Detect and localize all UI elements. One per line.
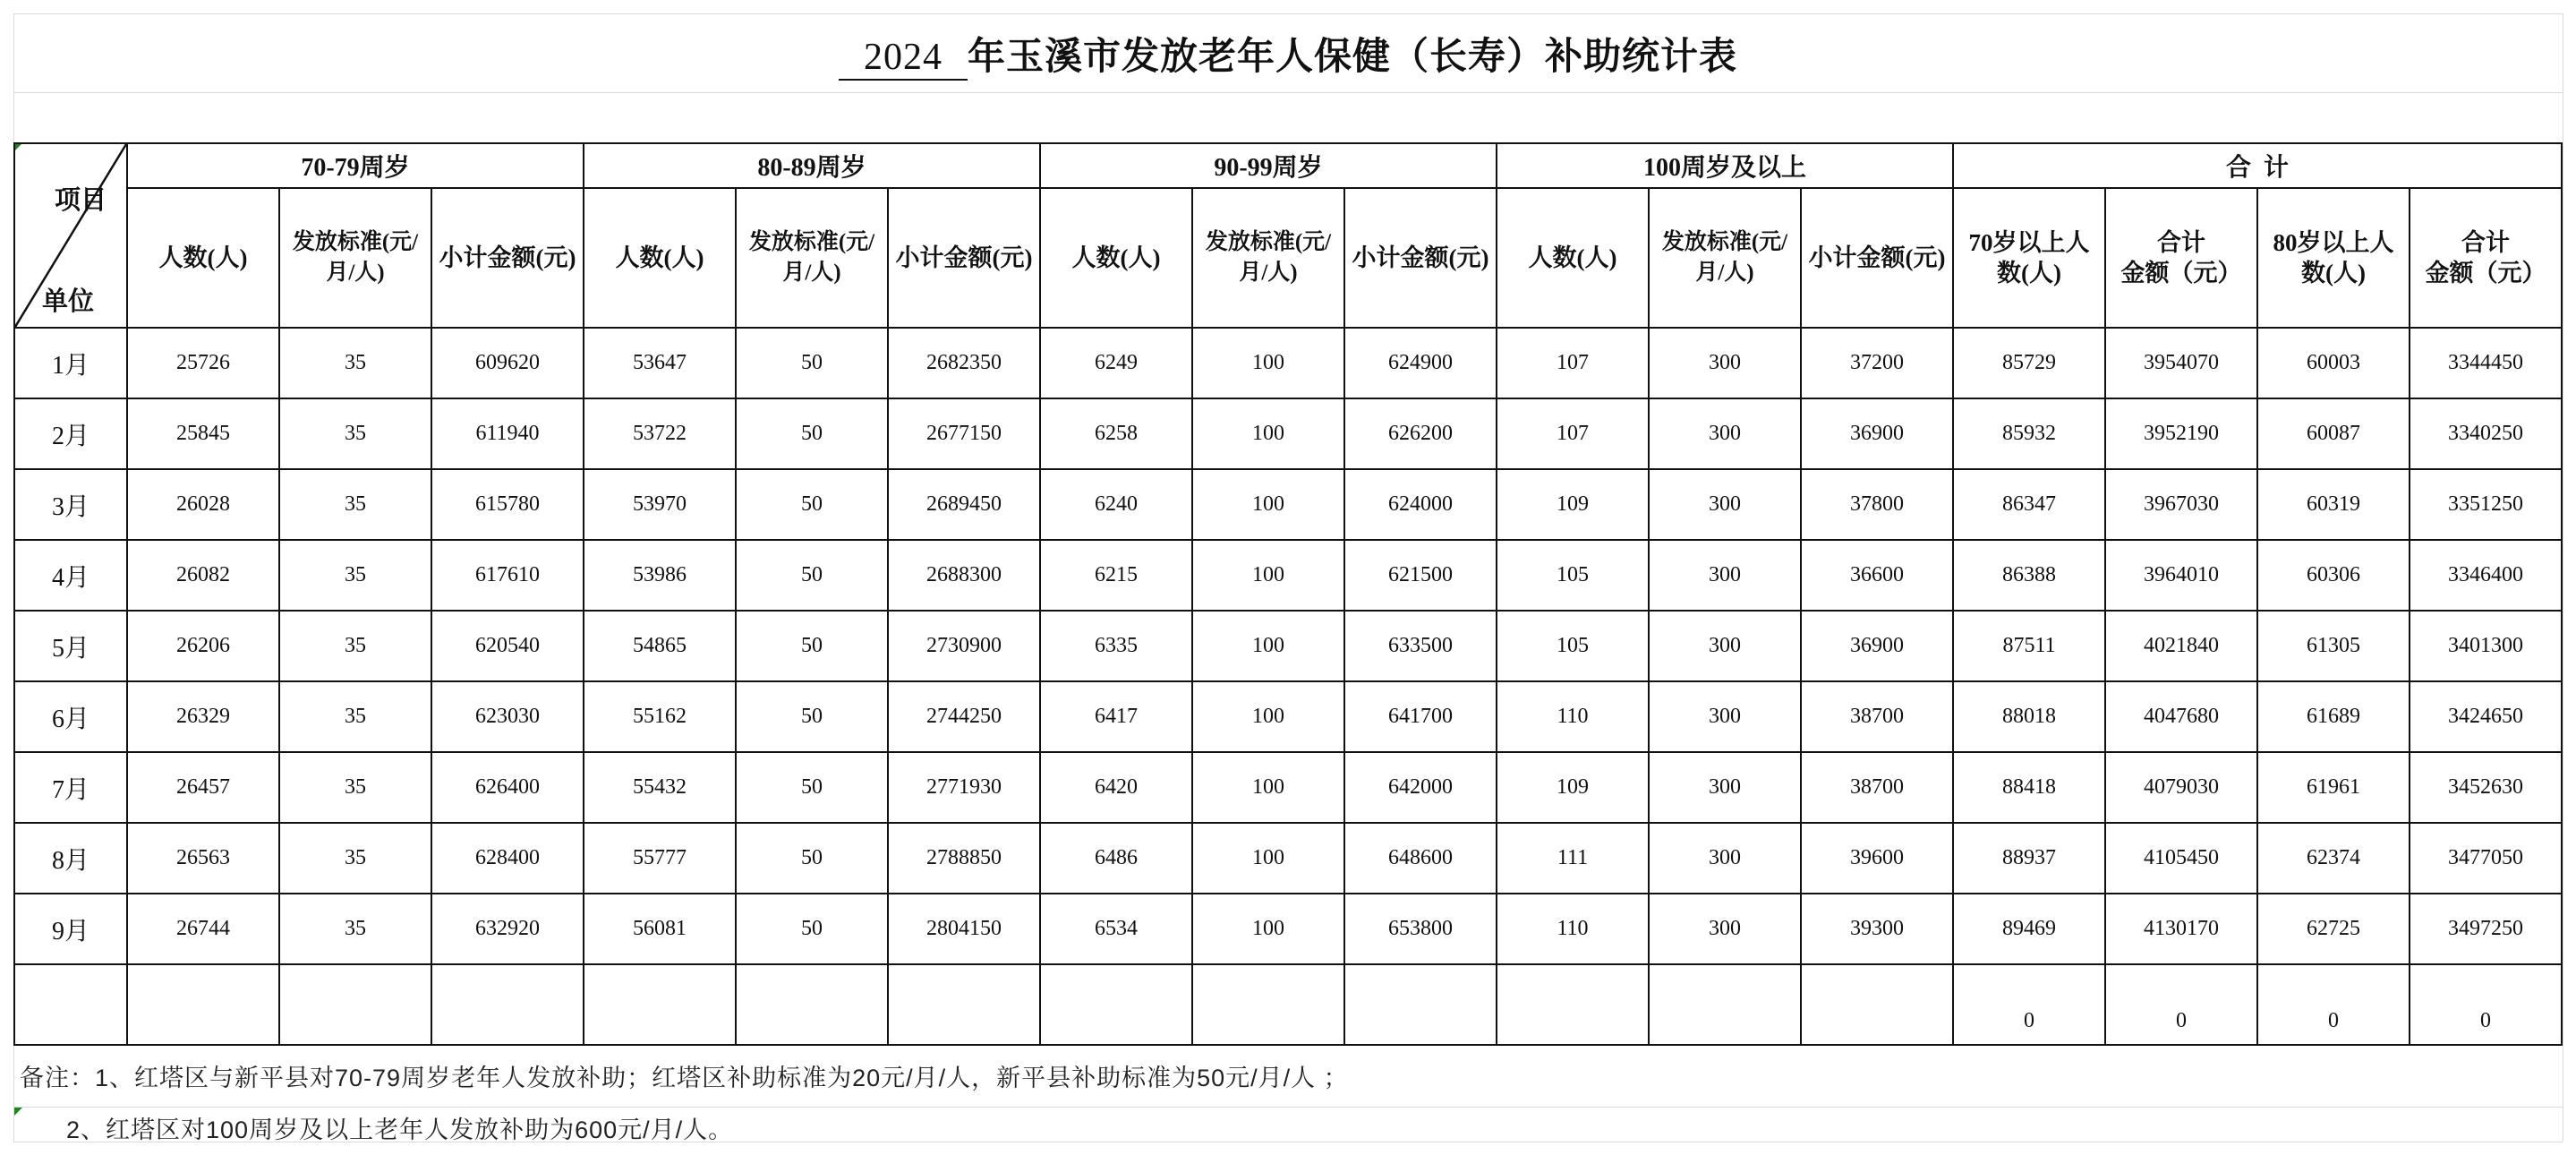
cell-total-80plus-amount[interactable]: 3424650 [2410,681,2562,752]
cell-count-70-79[interactable]: 26082 [127,540,279,611]
grid-line [13,13,2563,14]
cell-total-70plus-count[interactable]: 88418 [1953,752,2105,823]
cell-count-80-89[interactable]: 53722 [584,398,736,469]
table-row [14,540,2562,611]
cell-total-70plus-count[interactable]: 89469 [1953,894,2105,964]
group-header-80-89[interactable]: 80-89周岁 [584,143,1040,188]
row-header-month[interactable]: 9月 [14,894,127,964]
cell-standard-90-99[interactable]: 100 [1192,611,1344,681]
grid-line [13,1107,2563,1108]
row-header-month[interactable]: 4月 [14,540,127,611]
cell-subtotal-100-plus[interactable]: 36900 [1801,398,1953,469]
cell-total-80plus-amount[interactable]: 3340250 [2410,398,2562,469]
cell-standard-90-99[interactable]: 100 [1192,894,1344,964]
cell-count-90-99[interactable]: 6240 [1040,469,1192,540]
col-header-standard[interactable] [736,188,888,328]
cell-standard-80-89[interactable]: 50 [736,540,888,611]
table-cell-empty[interactable] [888,964,1040,1045]
cell-standard-70-79[interactable]: 35 [279,681,431,752]
cell-total-70plus-count[interactable]: 86347 [1953,469,2105,540]
cell-standard-90-99[interactable]: 100 [1192,328,1344,398]
cell-subtotal-70-79[interactable]: 626400 [431,752,584,823]
corner-label-item: 项目 [54,186,107,215]
cell-count-100-plus[interactable]: 109 [1497,752,1649,823]
cell-subtotal-70-79[interactable]: 611940 [431,398,584,469]
cell-total-70plus-amount[interactable]: 3952190 [2105,398,2257,469]
cell-subtotal-80-89[interactable]: 2788850 [888,823,1040,894]
cell-count-90-99[interactable]: 6249 [1040,328,1192,398]
row-header-month[interactable]: 3月 [14,469,127,540]
col-header-70plus-amount[interactable] [2105,188,2257,328]
cell-standard-80-89[interactable]: 50 [736,752,888,823]
cell-count-80-89[interactable]: 56081 [584,894,736,964]
table-row [14,752,2562,823]
std-line2: 月/人) [1695,261,1754,285]
cell-count-100-plus[interactable]: 105 [1497,540,1649,611]
col-header-standard[interactable] [1649,188,1801,328]
total-70plus-amount[interactable]: 0 [2105,964,2257,1045]
cell-total-70plus-amount[interactable]: 4079030 [2105,752,2257,823]
cell-total-70plus-amount[interactable]: 4047680 [2105,681,2257,752]
std-line2: 月/人) [1239,261,1298,285]
cell-standard-100-plus[interactable]: 300 [1649,681,1801,752]
std-line1: 发放标准(元/ [1205,230,1332,254]
cell-subtotal-100-plus[interactable]: 37200 [1801,328,1953,398]
cell-total-80plus-amount[interactable]: 3477050 [2410,823,2562,894]
table-cell-empty[interactable] [736,964,888,1045]
cell-total-70plus-count[interactable]: 85932 [1953,398,2105,469]
cell-subtotal-90-99[interactable]: 624000 [1344,469,1497,540]
cell-subtotal-70-79[interactable]: 632920 [431,894,584,964]
cell-standard-80-89[interactable]: 50 [736,823,888,894]
cell-comment-marker [14,1108,22,1116]
cell-subtotal-100-plus[interactable]: 36600 [1801,540,1953,611]
cell-count-80-89[interactable]: 55162 [584,681,736,752]
col-header-80plus-count[interactable] [2257,188,2410,328]
hdr-line1: 合计 [2157,229,2206,256]
cell-total-80plus-count[interactable]: 60319 [2257,469,2410,540]
cell-subtotal-70-79[interactable]: 623030 [431,681,584,752]
cell-count-100-plus[interactable]: 110 [1497,894,1649,964]
cell-count-90-99[interactable]: 6534 [1040,894,1192,964]
row-header-month[interactable]: 7月 [14,752,127,823]
cell-standard-100-plus[interactable]: 300 [1649,894,1801,964]
cell-subtotal-90-99[interactable]: 642000 [1344,752,1497,823]
group-header-90-99[interactable]: 90-99周岁 [1040,143,1497,188]
cell-subtotal-100-plus[interactable]: 37800 [1801,469,1953,540]
totals-body [14,964,2562,1045]
title-year: 2024 [839,36,968,81]
cell-total-80plus-count[interactable]: 62374 [2257,823,2410,894]
cell-subtotal-100-plus[interactable]: 39300 [1801,894,1953,964]
cell-total-80plus-amount[interactable]: 3344450 [2410,328,2562,398]
cell-count-100-plus[interactable]: 107 [1497,398,1649,469]
cell-count-100-plus[interactable]: 111 [1497,823,1649,894]
cell-count-80-89[interactable]: 53970 [584,469,736,540]
title-text: 年玉溪市发放老年人保健（长寿）补助统计表 [967,37,1737,78]
std-line1: 发放标准(元/ [1661,230,1788,254]
cell-total-70plus-count[interactable]: 88018 [1953,681,2105,752]
cell-total-70plus-count[interactable]: 85729 [1953,328,2105,398]
hdr-line2: 数(人) [2301,260,2367,287]
cell-total-80plus-count[interactable]: 61689 [2257,681,2410,752]
cell-subtotal-90-99[interactable]: 648600 [1344,823,1497,894]
cell-standard-90-99[interactable]: 100 [1192,681,1344,752]
cell-count-100-plus[interactable]: 110 [1497,681,1649,752]
cell-standard-70-79[interactable]: 35 [279,540,431,611]
cell-total-70plus-amount[interactable]: 3964010 [2105,540,2257,611]
table-cell-empty[interactable] [584,964,736,1045]
hdr-line2: 金额（元） [2425,260,2546,287]
cell-standard-100-plus[interactable]: 300 [1649,611,1801,681]
remark-line-2: 2、红塔区对100周岁及以上老年人发放补助为600元/月/人。 [66,1116,734,1143]
cell-standard-100-plus[interactable]: 300 [1649,823,1801,894]
cell-standard-70-79[interactable]: 35 [279,398,431,469]
cell-count-70-79[interactable]: 26028 [127,469,279,540]
cell-subtotal-100-plus[interactable]: 38700 [1801,752,1953,823]
cell-subtotal-80-89[interactable]: 2744250 [888,681,1040,752]
cell-subtotal-70-79[interactable]: 628400 [431,823,584,894]
cell-subtotal-80-89[interactable]: 2677150 [888,398,1040,469]
cell-total-70plus-count[interactable]: 88937 [1953,823,2105,894]
col-header-subtotal[interactable]: 小计金额(元) [1344,188,1497,328]
cell-subtotal-100-plus[interactable]: 36900 [1801,611,1953,681]
grid-line [13,92,2563,93]
cell-standard-80-89[interactable]: 50 [736,469,888,540]
table-cell-empty[interactable] [279,964,431,1045]
cell-total-80plus-count[interactable]: 61961 [2257,752,2410,823]
std-line2: 月/人) [782,261,841,285]
cell-count-90-99[interactable]: 6335 [1040,611,1192,681]
std-line2: 月/人) [326,261,385,285]
cell-count-70-79[interactable]: 26563 [127,823,279,894]
cell-subtotal-90-99[interactable]: 633500 [1344,611,1497,681]
hdr-line1: 80岁以上人 [2273,229,2394,256]
remark-line-1: 备注：1、红塔区与新平县对70-79周岁老年人发放补助；红塔区补助标准为20元/月/人，新平县补助标准为50元/月/人 ； [20,1065,1349,1091]
table-cell-empty[interactable] [1497,964,1649,1045]
cell-count-100-plus[interactable]: 109 [1497,469,1649,540]
cell-total-70plus-amount[interactable]: 3967030 [2105,469,2257,540]
cell-total-80plus-amount[interactable]: 3401300 [2410,611,2562,681]
hdr-line2: 数(人) [1997,260,2062,287]
cell-subtotal-80-89[interactable]: 2682350 [888,328,1040,398]
cell-total-80plus-count[interactable]: 60087 [2257,398,2410,469]
group-header-total-label: 合 计 [2226,154,2290,182]
col-header-count[interactable]: 人数(人) [127,188,279,328]
table-cell-empty[interactable] [1801,964,1953,1045]
cell-standard-80-89[interactable]: 50 [736,681,888,752]
cell-standard-70-79[interactable]: 35 [279,752,431,823]
cell-standard-90-99[interactable]: 100 [1192,398,1344,469]
row-header-month[interactable]: 6月 [14,681,127,752]
group-header-total[interactable] [1953,143,2562,188]
cell-standard-90-99[interactable]: 100 [1192,752,1344,823]
cell-count-70-79[interactable]: 26206 [127,611,279,681]
cell-standard-80-89[interactable]: 50 [736,611,888,681]
cell-count-70-79[interactable]: 26457 [127,752,279,823]
cell-subtotal-90-99[interactable]: 641700 [1344,681,1497,752]
cell-count-90-99[interactable]: 6486 [1040,823,1192,894]
group-header-70-79[interactable]: 70-79周岁 [127,143,584,188]
cell-subtotal-70-79[interactable]: 615780 [431,469,584,540]
cell-subtotal-70-79[interactable]: 609620 [431,328,584,398]
cell-subtotal-90-99[interactable]: 621500 [1344,540,1497,611]
title-row [13,15,2563,92]
hdr-line1: 合计 [2461,229,2511,256]
std-line1: 发放标准(元/ [292,230,419,254]
cell-total-80plus-count[interactable]: 60306 [2257,540,2410,611]
col-header-standard[interactable] [279,188,431,328]
row-header-month[interactable]: 1月 [14,328,127,398]
table-row [14,611,2562,681]
table-cell-empty[interactable] [1192,964,1344,1045]
cell-standard-80-89[interactable]: 50 [736,894,888,964]
table-row [14,894,2562,964]
totals-row [14,964,2562,1045]
table-cell-empty[interactable] [127,964,279,1045]
cell-standard-90-99[interactable]: 100 [1192,823,1344,894]
row-header-month[interactable]: 8月 [14,823,127,894]
cell-total-70plus-count[interactable]: 86388 [1953,540,2105,611]
cell-total-70plus-amount[interactable]: 3954070 [2105,328,2257,398]
row-header-month[interactable]: 2月 [14,398,127,469]
col-header-subtotal[interactable]: 小计金额(元) [1801,188,1953,328]
cell-standard-100-plus[interactable]: 300 [1649,398,1801,469]
cell-standard-90-99[interactable]: 100 [1192,469,1344,540]
hdr-line2: 金额（元） [2120,260,2242,287]
cell-count-80-89[interactable]: 53647 [584,328,736,398]
cell-count-80-89[interactable]: 55777 [584,823,736,894]
cell-subtotal-80-89[interactable]: 2804150 [888,894,1040,964]
corner-label-unit: 单位 [42,287,95,316]
cell-subtotal-100-plus[interactable]: 39600 [1801,823,1953,894]
cell-count-70-79[interactable]: 25845 [127,398,279,469]
cell-standard-100-plus[interactable]: 300 [1649,752,1801,823]
cell-count-90-99[interactable]: 6258 [1040,398,1192,469]
col-header-subtotal[interactable]: 小计金额(元) [888,188,1040,328]
col-header-count[interactable]: 人数(人) [1040,188,1192,328]
table-row [14,398,2562,469]
cell-standard-70-79[interactable]: 35 [279,894,431,964]
cell-standard-70-79[interactable]: 35 [279,611,431,681]
cell-standard-100-plus[interactable]: 300 [1649,328,1801,398]
row-header-month[interactable]: 5月 [14,611,127,681]
cell-count-80-89[interactable]: 54865 [584,611,736,681]
cell-count-70-79[interactable]: 26744 [127,894,279,964]
cell-total-80plus-amount[interactable]: 3497250 [2410,894,2562,964]
cell-count-90-99[interactable]: 6215 [1040,540,1192,611]
cell-subtotal-90-99[interactable]: 624900 [1344,328,1497,398]
cell-subtotal-100-plus[interactable]: 38700 [1801,681,1953,752]
cell-total-70plus-count[interactable]: 87511 [1953,611,2105,681]
cell-subtotal-90-99[interactable]: 653800 [1344,894,1497,964]
table-row [14,681,2562,752]
cell-total-80plus-count[interactable]: 60003 [2257,328,2410,398]
cell-count-90-99[interactable]: 6420 [1040,752,1192,823]
cell-subtotal-70-79[interactable]: 620540 [431,611,584,681]
cell-subtotal-90-99[interactable]: 626200 [1344,398,1497,469]
cell-total-70plus-amount[interactable]: 4130170 [2105,894,2257,964]
table-cell-empty[interactable] [14,964,127,1045]
table-cell-empty[interactable] [1040,964,1192,1045]
cell-standard-80-89[interactable]: 50 [736,398,888,469]
page-title [839,27,1737,81]
table-row [14,469,2562,540]
cell-standard-70-79[interactable]: 35 [279,328,431,398]
cell-subtotal-80-89[interactable]: 2689450 [888,469,1040,540]
cell-count-100-plus[interactable]: 105 [1497,611,1649,681]
col-header-count[interactable]: 人数(人) [584,188,736,328]
table-cell-empty[interactable] [1649,964,1801,1045]
cell-count-80-89[interactable]: 55432 [584,752,736,823]
cell-standard-80-89[interactable]: 50 [736,328,888,398]
cell-subtotal-70-79[interactable]: 617610 [431,540,584,611]
cell-count-80-89[interactable]: 53986 [584,540,736,611]
cell-subtotal-80-89[interactable]: 2730900 [888,611,1040,681]
cell-standard-100-plus[interactable]: 300 [1649,540,1801,611]
cell-total-70plus-amount[interactable]: 4105450 [2105,823,2257,894]
cell-total-80plus-amount[interactable]: 3351250 [2410,469,2562,540]
cell-total-80plus-count[interactable]: 61305 [2257,611,2410,681]
cell-count-70-79[interactable]: 26329 [127,681,279,752]
subsidy-table [13,142,2563,1046]
total-70plus-count[interactable]: 0 [1953,964,2105,1045]
table-row [14,823,2562,894]
col-header-count[interactable]: 人数(人) [1497,188,1649,328]
cell-total-80plus-amount[interactable]: 3346400 [2410,540,2562,611]
cell-count-100-plus[interactable]: 107 [1497,328,1649,398]
cell-count-90-99[interactable]: 6417 [1040,681,1192,752]
corner-header-cell[interactable] [14,143,127,328]
hdr-line1: 70岁以上人 [1968,229,2090,256]
col-header-70plus-count[interactable] [1953,188,2105,328]
table-row [14,328,2562,398]
std-line1: 发放标准(元/ [748,230,875,254]
cell-standard-70-79[interactable]: 35 [279,823,431,894]
cell-standard-70-79[interactable]: 35 [279,469,431,540]
total-80plus-count[interactable]: 0 [2257,964,2410,1045]
total-80plus-amount[interactable]: 0 [2410,964,2562,1045]
table-cell-empty[interactable] [431,964,584,1045]
group-header-100-plus[interactable]: 100周岁及以上 [1497,143,1953,188]
cell-subtotal-80-89[interactable]: 2688300 [888,540,1040,611]
cell-total-80plus-amount[interactable]: 3452630 [2410,752,2562,823]
table-body [14,328,2562,964]
cell-total-70plus-amount[interactable]: 4021840 [2105,611,2257,681]
cell-subtotal-80-89[interactable]: 2771930 [888,752,1040,823]
cell-count-70-79[interactable]: 25726 [127,328,279,398]
cell-total-80plus-count[interactable]: 62725 [2257,894,2410,964]
col-header-subtotal[interactable]: 小计金额(元) [431,188,584,328]
col-header-80plus-amount[interactable] [2410,188,2562,328]
table-cell-empty[interactable] [1344,964,1497,1045]
cell-standard-100-plus[interactable]: 300 [1649,469,1801,540]
cell-standard-90-99[interactable]: 100 [1192,540,1344,611]
col-header-standard[interactable] [1192,188,1344,328]
